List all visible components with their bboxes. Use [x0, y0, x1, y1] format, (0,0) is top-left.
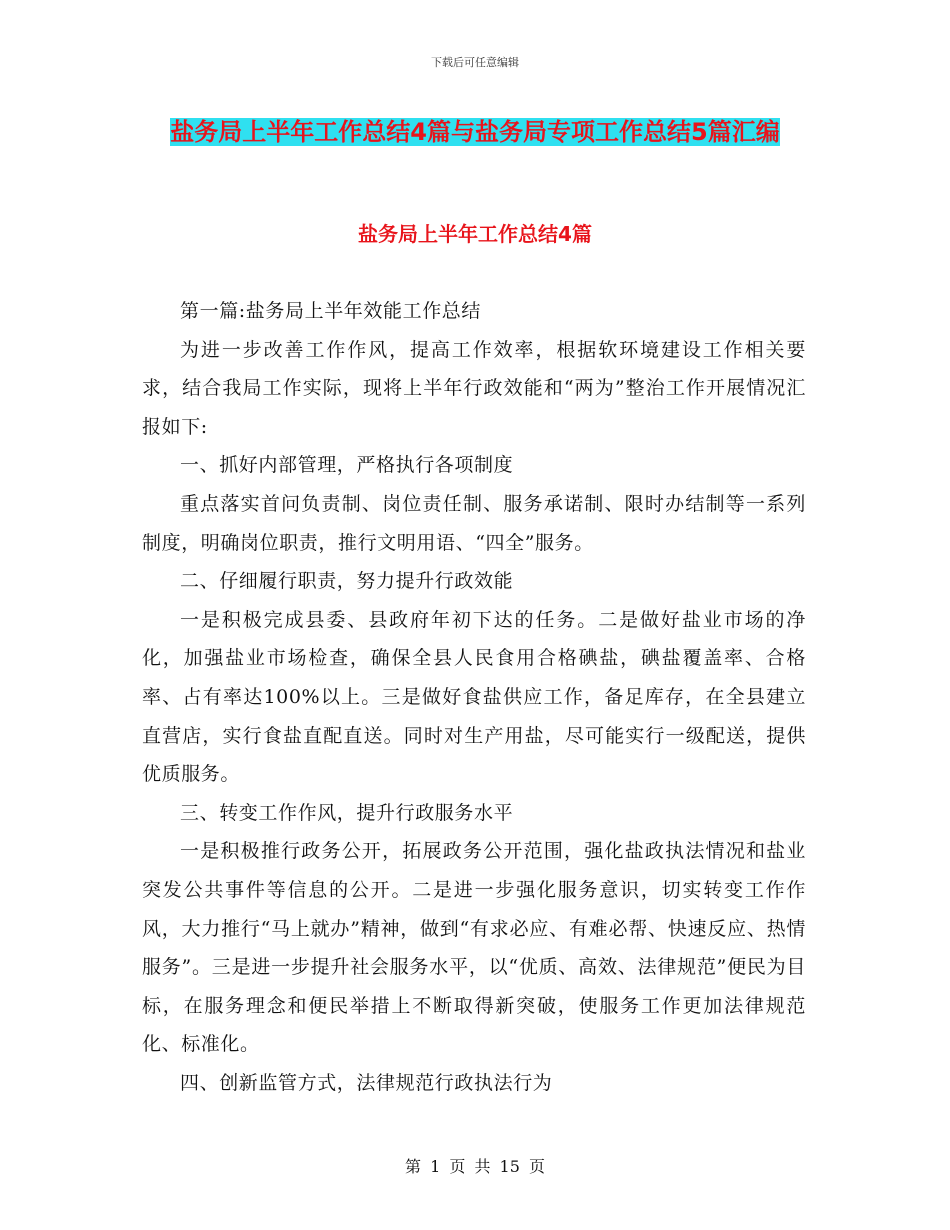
section-title: 盐务局上半年工作总结4篇 — [358, 222, 592, 246]
paragraph-heading-1: 第一篇:盐务局上半年效能工作总结 — [180, 300, 482, 322]
document-title-text: 盐务局上半年工作总结4篇与盐务局专项工作总结5篇汇编 — [170, 118, 780, 146]
page-header-note: 下载后可任意编辑 — [431, 56, 519, 69]
paragraph-heading: 四、创新监管方式，法律规范行政执法行为 — [180, 1071, 553, 1094]
document-body — [142, 292, 806, 1102]
paragraph-heading: 三、转变工作作风，提升行政服务水平 — [180, 801, 514, 824]
paragraph-heading: 二、仔细履行职责，努力提升行政效能 — [180, 570, 514, 593]
paragraph: 一是积极推行政务公开，拓展政务公开范围，强化盐政执法情况和盐业突发公共事件等信息的公开。二是进一步强化服务意识，切实转变工作作风，大力推行“马上就办”精神，做到“有求必应、有难必帮、快速反应、热情服务”。三是进一步提升社会服务水平，以“优质、高效、法律规范”便民为目标，在服务理念和便民举措上不断取得新突破，使服务工作更加法律规范化、标准化。 — [142, 840, 806, 1056]
page-number-footer: 第 1 页 共 15 页 — [405, 1157, 545, 1176]
paragraph-heading: 一、抓好内部管理，严格执行各项制度 — [180, 454, 514, 477]
paragraph: 一是积极完成县委、县政府年初下达的任务。二是做好盐业市场的净化，加强盐业市场检查，确保全县人民食用合格碘盐，碘盐覆盖率、合格率、占有率达100%以上。三是做好食盐供应工作，备足库存，在全县建立直营店，实行食盐直配直送。同时对生产用盐，尽可能实行一级配送，提供优质服务。 — [142, 608, 806, 786]
paragraph: 重点落实首问负责制、岗位责任制、服务承诺制、限时办结制等一系列制度，明确岗位职责，推行文明用语、“四全”服务。 — [142, 492, 806, 554]
document-title — [142, 108, 808, 156]
paragraph: 为进一步改善工作作风，提高工作效率，根据软环境建设工作相关要求，结合我局工作实际，现将上半年行政效能和“两为”整治工作开展情况汇报如下: — [142, 338, 806, 438]
